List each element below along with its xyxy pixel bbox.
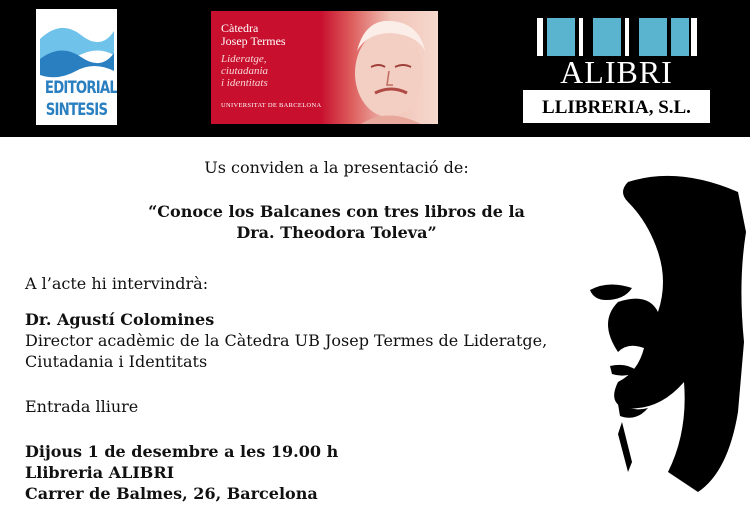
speaker-role-line1: Director acadèmic de la Càtedra UB Josep Termes de Lideratge, xyxy=(25,331,548,350)
speaker-name: Dr. Agustí Colomines xyxy=(25,310,215,329)
event-title-line1: “Conoce los Balcanes con tres libros de la xyxy=(148,202,525,221)
invitation-intro: Us conviden a la presentació de: xyxy=(204,158,469,177)
catedra-josep-termes-logo xyxy=(211,11,438,124)
sintesis-line1: EDITORIAL xyxy=(44,78,117,98)
alibri-subtitle: LLIBRERIA, S.L. xyxy=(542,97,691,118)
entry-note: Entrada lliure xyxy=(25,397,139,416)
speaker-role-line2: Ciutadania i Identitats xyxy=(25,352,208,371)
portrait-photo xyxy=(321,11,438,124)
event-venue: Llibreria ALIBRI xyxy=(25,463,175,482)
catedra-subtitle-line: i identitats xyxy=(221,77,268,89)
catedra-subtitle-line: Lideratge, xyxy=(221,53,267,65)
sintesis-line2: SINTESIS xyxy=(45,100,108,120)
alibri-name: ALIBRI xyxy=(560,54,673,90)
catedra-line1: Càtedra xyxy=(221,21,259,35)
woman-face-illustration xyxy=(588,172,748,492)
event-title-line2: Dra. Theodora Toleva” xyxy=(236,223,437,242)
catedra-subtitle xyxy=(221,53,268,89)
speakers-label: A l’acte hi intervindrà: xyxy=(25,274,209,293)
editorial-sintesis-logo xyxy=(36,9,117,125)
catedra-subtitle-line: ciutadania xyxy=(221,65,269,77)
university-label: UNIVERSITAT DE BARCELONA xyxy=(221,102,322,109)
event-address: Carrer de Balmes, 26, Barcelona xyxy=(25,484,318,503)
catedra-line2: Josep Termes xyxy=(221,34,286,48)
alibri-logo xyxy=(523,12,710,123)
event-date: Dijous 1 de desembre a les 19.00 h xyxy=(25,442,339,461)
header-banner xyxy=(0,0,750,137)
sintesis-wave-icon xyxy=(36,9,117,79)
